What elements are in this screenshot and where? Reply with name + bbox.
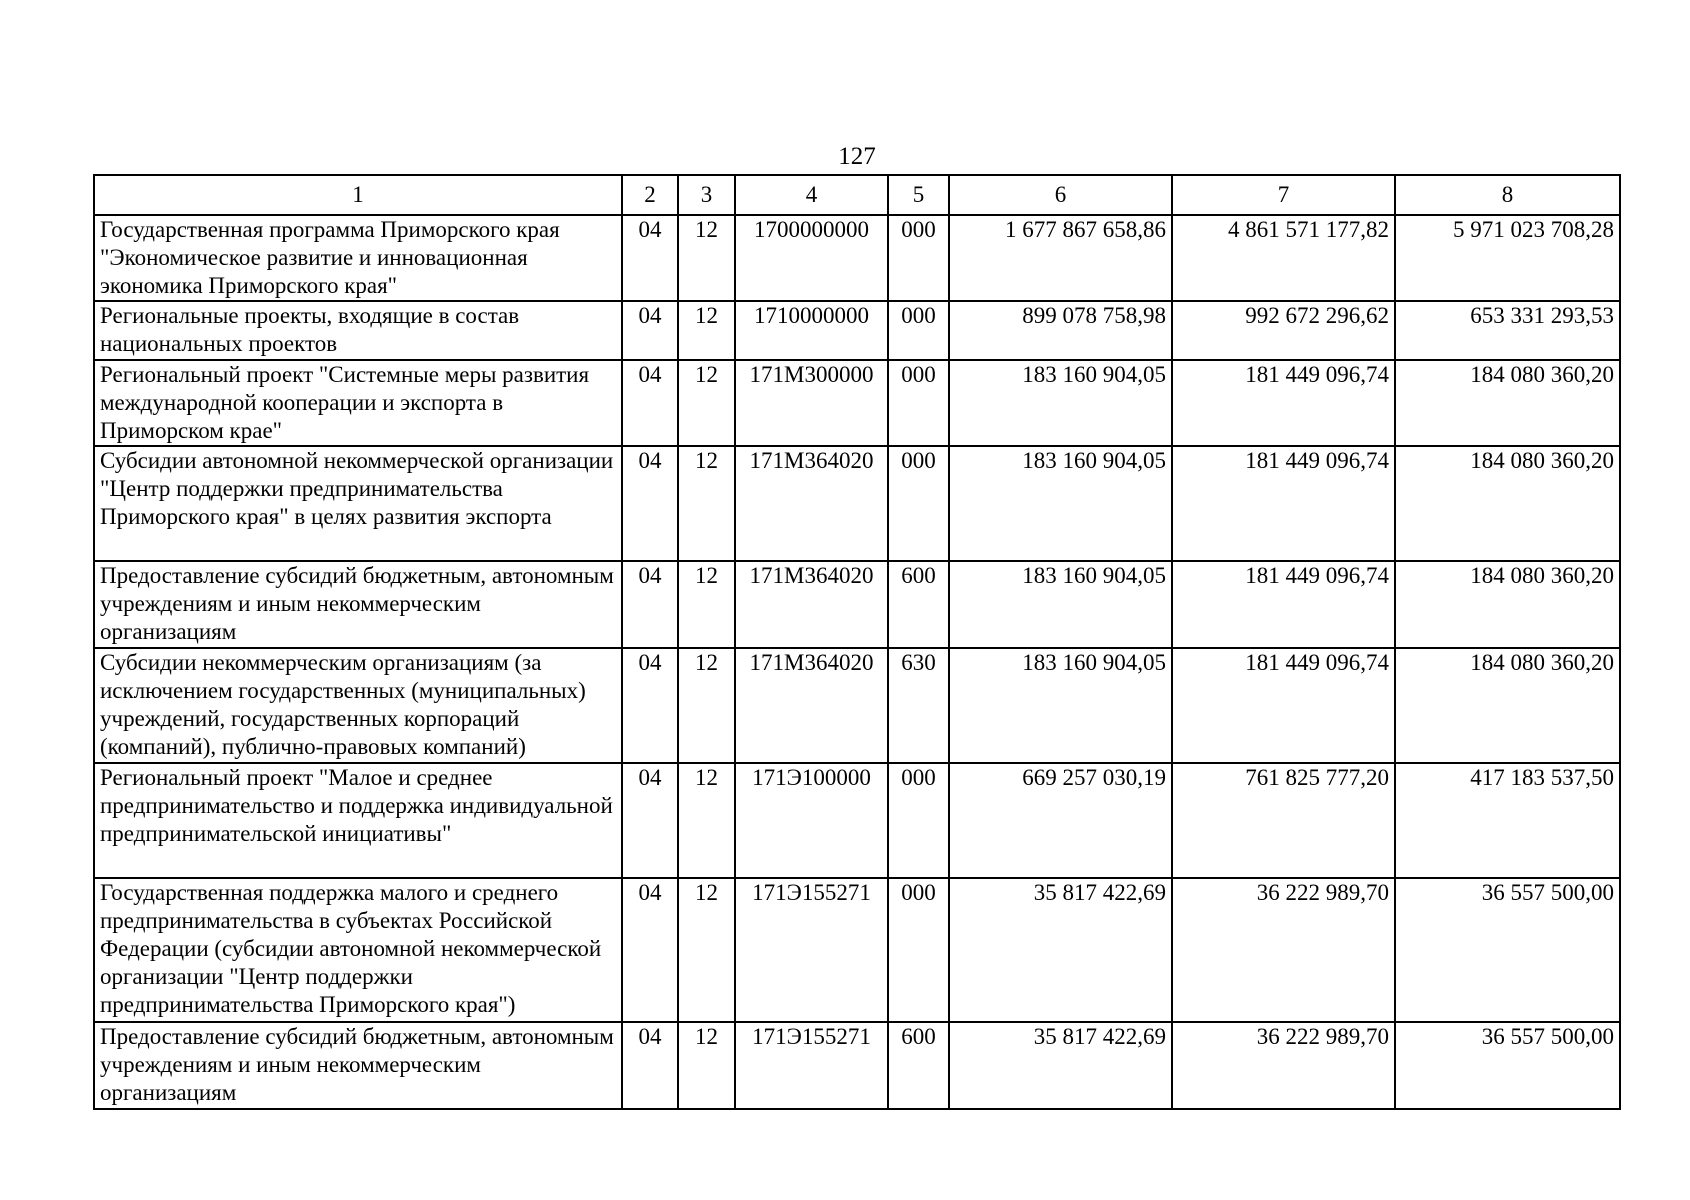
row-amount-7: 761 825 777,20 [1172, 763, 1395, 878]
row-subsection: 12 [678, 360, 735, 446]
row-expense-type: 000 [888, 301, 949, 360]
row-expense-type: 000 [888, 763, 949, 878]
row-amount-7: 36 222 989,70 [1172, 1022, 1395, 1109]
row-amount-7: 36 222 989,70 [1172, 878, 1395, 1022]
row-expense-type: 630 [888, 648, 949, 763]
row-subsection: 12 [678, 763, 735, 878]
table-row [94, 446, 1620, 561]
row-expense-type: 000 [888, 446, 949, 561]
table-row [94, 1022, 1620, 1109]
row-amount-8: 36 557 500,00 [1395, 1022, 1620, 1109]
row-amount-6: 35 817 422,69 [949, 878, 1172, 1022]
row-subsection: 12 [678, 648, 735, 763]
row-name: Субсидии автономной некоммерческой организации "Центр поддержки предпринимательства Приморского края" в целях развития экспорта [94, 446, 622, 561]
table-row [94, 215, 1620, 301]
row-section: 04 [622, 360, 678, 446]
table-row [94, 878, 1620, 1022]
row-amount-8: 184 080 360,20 [1395, 561, 1620, 648]
row-section: 04 [622, 301, 678, 360]
row-subsection: 12 [678, 301, 735, 360]
row-name: Региональный проект "Малое и среднее предпринимательство и поддержка индивидуальной предпринимательской инициативы" [94, 763, 622, 878]
page-number: 127 [838, 143, 876, 170]
row-name: Региональные проекты, входящие в состав национальных проектов [94, 301, 622, 360]
row-amount-6: 183 160 904,05 [949, 446, 1172, 561]
row-target-code: 171М300000 [735, 360, 888, 446]
row-subsection: 12 [678, 215, 735, 301]
table-row [94, 301, 1620, 360]
row-amount-7: 181 449 096,74 [1172, 360, 1395, 446]
header-cell-2: 2 [622, 175, 678, 215]
row-amount-8: 653 331 293,53 [1395, 301, 1620, 360]
row-expense-type: 000 [888, 878, 949, 1022]
row-target-code: 171Э155271 [735, 1022, 888, 1109]
row-amount-6: 1 677 867 658,86 [949, 215, 1172, 301]
header-cell-6: 6 [949, 175, 1172, 215]
row-section: 04 [622, 878, 678, 1022]
row-amount-6: 899 078 758,98 [949, 301, 1172, 360]
row-subsection: 12 [678, 446, 735, 561]
row-name: Государственная поддержка малого и среднего предпринимательства в субъектах Российской Федерации (субсидии автономной некоммерческой организации "Центр поддержки предпринимательства Приморского края") [94, 878, 622, 1022]
row-target-code: 171М364020 [735, 561, 888, 648]
row-subsection: 12 [678, 1022, 735, 1109]
row-name: Предоставление субсидий бюджетным, автономным учреждениям и иным некоммерческим организациям [94, 561, 622, 648]
row-subsection: 12 [678, 878, 735, 1022]
row-name: Предоставление субсидий бюджетным, автономным учреждениям и иным некоммерческим организациям [94, 1022, 622, 1109]
row-amount-7: 181 449 096,74 [1172, 648, 1395, 763]
row-amount-7: 4 861 571 177,82 [1172, 215, 1395, 301]
header-cell-3: 3 [678, 175, 735, 215]
row-amount-7: 992 672 296,62 [1172, 301, 1395, 360]
row-target-code: 1710000000 [735, 301, 888, 360]
row-amount-8: 184 080 360,20 [1395, 648, 1620, 763]
row-target-code: 171М364020 [735, 648, 888, 763]
row-section: 04 [622, 763, 678, 878]
row-amount-7: 181 449 096,74 [1172, 446, 1395, 561]
row-section: 04 [622, 648, 678, 763]
row-amount-8: 184 080 360,20 [1395, 446, 1620, 561]
row-name: Региональный проект "Системные меры развития международной кооперации и экспорта в Приморском крае" [94, 360, 622, 446]
header-cell-1: 1 [94, 175, 622, 215]
table-row [94, 763, 1620, 878]
row-name: Государственная программа Приморского края "Экономическое развитие и инновационная экономика Приморского края" [94, 215, 622, 301]
row-amount-6: 183 160 904,05 [949, 561, 1172, 648]
row-section: 04 [622, 215, 678, 301]
row-amount-6: 669 257 030,19 [949, 763, 1172, 878]
header-cell-4: 4 [735, 175, 888, 215]
table-row [94, 561, 1620, 648]
row-target-code: 171Э155271 [735, 878, 888, 1022]
row-expense-type: 600 [888, 1022, 949, 1109]
row-section: 04 [622, 1022, 678, 1109]
row-expense-type: 000 [888, 215, 949, 301]
row-subsection: 12 [678, 561, 735, 648]
row-amount-8: 5 971 023 708,28 [1395, 215, 1620, 301]
row-amount-8: 417 183 537,50 [1395, 763, 1620, 878]
table-header-row [94, 175, 1620, 215]
row-target-code: 171Э100000 [735, 763, 888, 878]
row-name: Субсидии некоммерческим организациям (за исключением государственных (муниципальных) учреждений, государственных корпораций (компаний), публично-правовых компаний) [94, 648, 622, 763]
table-row [94, 360, 1620, 446]
row-section: 04 [622, 446, 678, 561]
row-amount-8: 36 557 500,00 [1395, 878, 1620, 1022]
row-expense-type: 600 [888, 561, 949, 648]
row-target-code: 1700000000 [735, 215, 888, 301]
row-expense-type: 000 [888, 360, 949, 446]
row-amount-6: 183 160 904,05 [949, 360, 1172, 446]
row-amount-8: 184 080 360,20 [1395, 360, 1620, 446]
header-cell-7: 7 [1172, 175, 1395, 215]
budget-table [93, 174, 1621, 1110]
header-cell-5: 5 [888, 175, 949, 215]
row-section: 04 [622, 561, 678, 648]
table-row [94, 648, 1620, 763]
row-amount-6: 35 817 422,69 [949, 1022, 1172, 1109]
row-amount-6: 183 160 904,05 [949, 648, 1172, 763]
row-target-code: 171М364020 [735, 446, 888, 561]
row-amount-7: 181 449 096,74 [1172, 561, 1395, 648]
header-cell-8: 8 [1395, 175, 1620, 215]
